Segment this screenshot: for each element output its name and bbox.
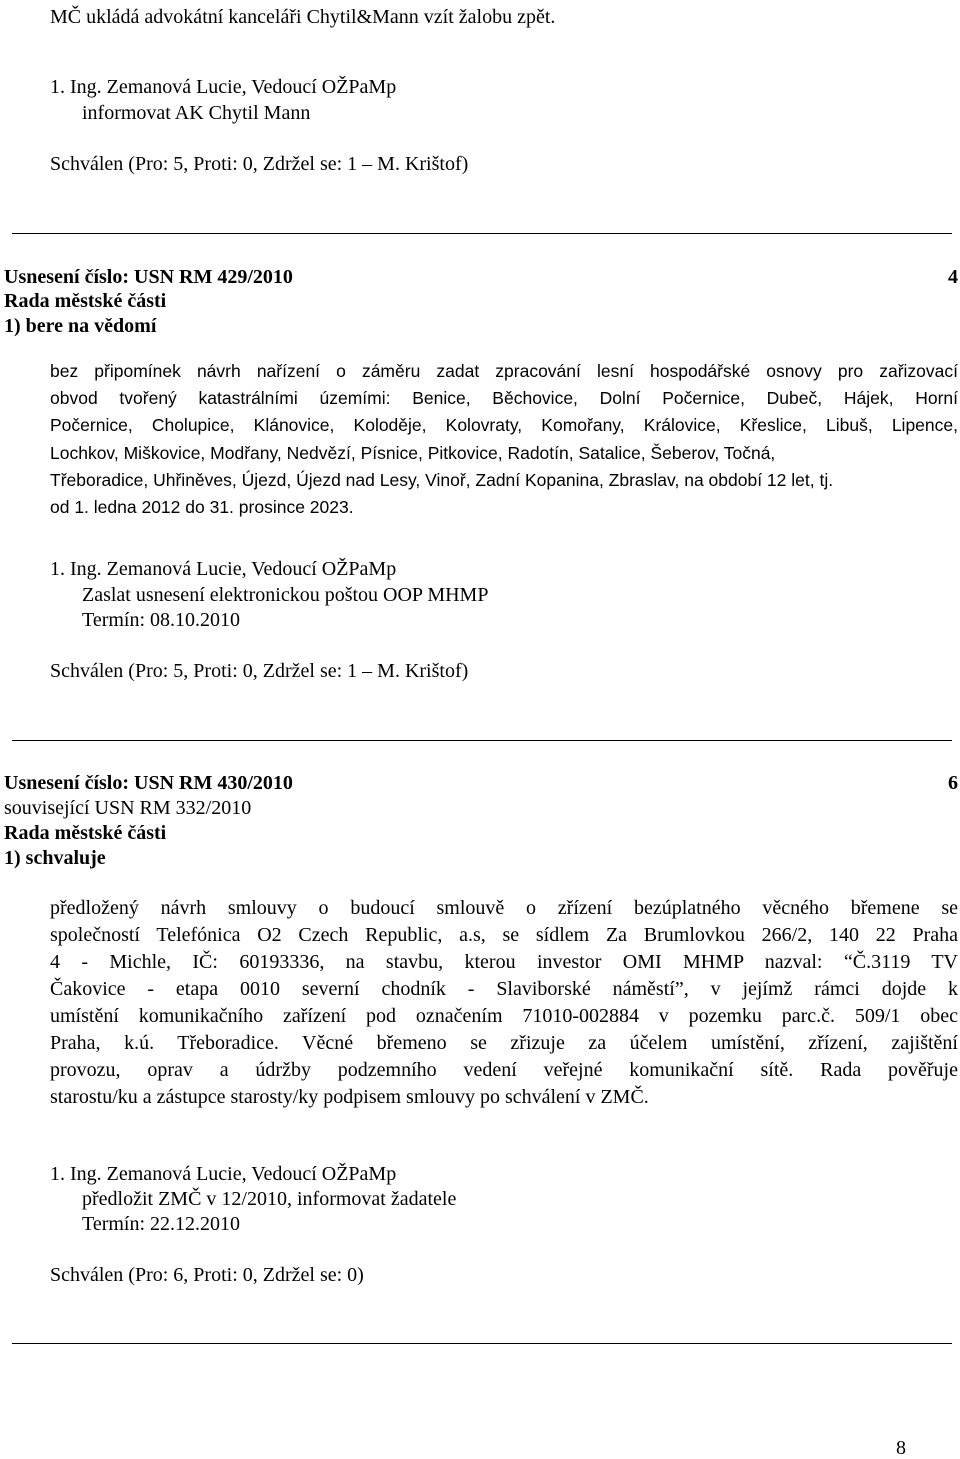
resolution-430-text-line: Praha, k.ú. Třeboradice. Věcné břemeno se zřizuje za účelem umístění, zřízení, zajištění	[50, 1032, 958, 1054]
resolution-429-number: 4	[948, 266, 958, 288]
resolution-429-title: Usnesení číslo: USN RM 429/2010	[4, 266, 293, 288]
resolution-429-text-line: Počernice, Cholupice, Klánovice, Koloděje, Kolovraty, Komořany, Královice, Křeslice, Libuš, Lipence,	[50, 415, 958, 436]
resolution-430-text	[50, 895, 958, 1111]
intro-task-person: 1. Ing. Zemanová Lucie, Vedoucí OŽPaMp	[50, 76, 397, 98]
resolution-430-text-line: starostu/ku a zástupce starosty/ky podpisem smlouvy po schválení v ZMČ.	[50, 1086, 649, 1108]
resolution-429-task-action: Zaslat usnesení elektronickou poštou OOP MHMP	[82, 584, 489, 606]
resolution-430-task-action: předložit ZMČ v 12/2010, informovat žadatele	[82, 1188, 457, 1210]
intro-task-action: informovat AK Chytil Mann	[82, 102, 311, 124]
resolution-430-text-line: umístění komunikačního zařízení pod označením 71010-002884 v pozemku parc.č. 509/1 obec	[50, 1005, 958, 1027]
resolution-429-text-line: obvod tvořený katastrálními územími: Benice, Běchovice, Dolní Počernice, Dubeč, Hájek, Horní	[50, 388, 958, 409]
resolution-430-text-line: Čakovice - etapa 0010 severní chodník - Slaviborské náměstí”, v jejímž rámci dojde k	[50, 978, 958, 1000]
page-number: 8	[896, 1437, 906, 1459]
resolution-430-title: Usnesení číslo: USN RM 430/2010	[4, 772, 293, 794]
resolution-430-number: 6	[948, 772, 958, 794]
resolution-430-body: Rada městské části	[4, 822, 167, 844]
resolution-429-task-person: 1. Ing. Zemanová Lucie, Vedoucí OŽPaMp	[50, 558, 397, 580]
separator-1	[12, 233, 952, 234]
resolution-429-decision: 1) bere na vědomí	[4, 315, 157, 337]
intro-approval: Schválen (Pro: 5, Proti: 0, Zdržel se: 1 – M. Krištof)	[50, 153, 469, 175]
resolution-430-text-line: předložený návrh smlouvy o budoucí smlouvě o zřízení bezúplatného věcného břemene se	[50, 897, 958, 919]
separator-3	[12, 1343, 952, 1344]
resolution-429-deadline: Termín: 08.10.2010	[82, 609, 241, 631]
resolution-429-text	[50, 358, 958, 521]
resolution-430-deadline: Termín: 22.12.2010	[82, 1213, 241, 1235]
resolution-430-related: související USN RM 332/2010	[4, 797, 252, 819]
resolution-429-approval: Schválen (Pro: 5, Proti: 0, Zdržel se: 1 – M. Krištof)	[50, 660, 469, 682]
separator-2	[12, 740, 952, 741]
resolution-429-text-line: Lochkov, Miškovice, Modřany, Nedvězí, Písnice, Pitkovice, Radotín, Satalice, Šeberov, Točná,	[50, 442, 776, 463]
resolution-430-task-person: 1. Ing. Zemanová Lucie, Vedoucí OŽPaMp	[50, 1163, 397, 1185]
resolution-430-approval: Schválen (Pro: 6, Proti: 0, Zdržel se: 0)	[50, 1264, 364, 1286]
intro-text: MČ ukládá advokátní kanceláři Chytil&Mann vzít žalobu zpět.	[50, 6, 556, 28]
resolution-429-text-line: bez připomínek návrh nařízení o záměru zadat zpracování lesní hospodářské osnovy pro zařizovací	[50, 361, 958, 381]
resolution-430-text-line: 4 - Michle, IČ: 60193336, na stavbu, kterou investor OMI MHMP nazval: “Č.3119 TV	[50, 951, 958, 973]
resolution-429-body: Rada městské části	[4, 290, 167, 312]
resolution-430-text-line: společností Telefónica O2 Czech Republic, a.s, se sídlem Za Brumlovkou 266/2, 140 22 Praha	[50, 924, 958, 946]
resolution-430-decision: 1) schvaluje	[4, 847, 106, 869]
resolution-429-text-line: od 1. ledna 2012 do 31. prosince 2023.	[50, 497, 354, 518]
resolution-430-text-line: provozu, oprav a údržby podzemního vedení veřejné komunikační sítě. Rada pověřuje	[50, 1059, 958, 1081]
resolution-429-text-line: Třeboradice, Uhřiněves, Újezd, Újezd nad Lesy, Vinoř, Zadní Kopanina, Zbraslav, na období 12 let, tj.	[50, 469, 834, 490]
